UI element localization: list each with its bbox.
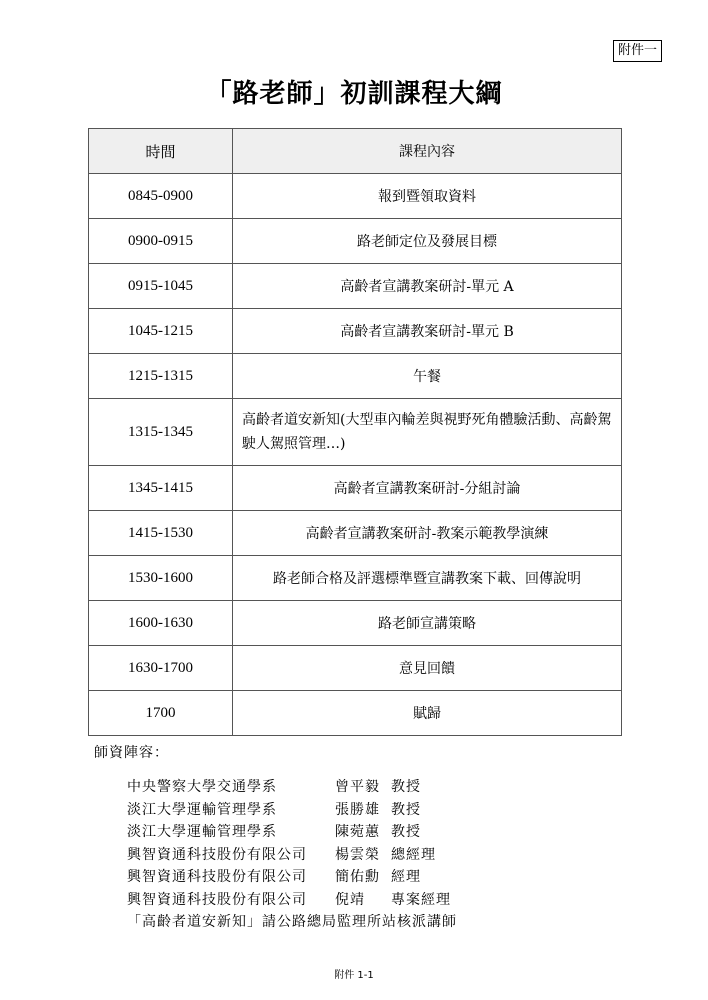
row-time: 1345-1415	[89, 466, 233, 511]
faculty-title: 教授	[391, 779, 421, 795]
row-time: 1630-1700	[89, 646, 233, 691]
faculty-item	[127, 844, 457, 867]
faculty-note: 「高齡者道安新知」請公路總局監理所站核派講師	[127, 914, 457, 930]
table-row	[89, 646, 622, 691]
table-header-row	[89, 129, 622, 174]
row-time: 0900-0915	[89, 219, 233, 264]
table-row	[89, 601, 622, 646]
row-time: 1415-1530	[89, 511, 233, 556]
attachment-label: 附件一	[613, 40, 662, 62]
table-row	[89, 466, 622, 511]
row-content: 路老師合格及評選標準暨宣講教案下載、回傳說明	[233, 556, 622, 601]
row-content: 高齡者宣講教案研討-教案示範教學演練	[233, 511, 622, 556]
row-content: 高齡者宣講教案研討-單元 A	[233, 264, 622, 309]
faculty-heading: 師資陣容：	[94, 745, 169, 761]
faculty-name: 曾平毅	[335, 779, 380, 795]
faculty-item	[127, 776, 457, 799]
table-row	[89, 219, 622, 264]
table-row	[89, 309, 622, 354]
faculty-name: 楊雲榮	[335, 846, 380, 863]
faculty-title: 教授	[391, 801, 421, 818]
row-content: 高齡者宣講教案研討-單元 B	[233, 309, 622, 354]
faculty-name: 陳菀蕙	[335, 824, 380, 840]
page-footer: 附件 1-1	[334, 970, 374, 981]
faculty-org: 中央警察大學交通學系	[127, 779, 277, 795]
row-content: 高齡者道安新知(大型車內輪差與視野死角體驗活動、高齡駕駛人駕照管理…)	[233, 399, 622, 466]
faculty-org: 興智資通科技股份有限公司	[127, 869, 307, 885]
header-time: 時間	[89, 129, 233, 174]
faculty-list	[127, 776, 457, 934]
table-row	[89, 399, 622, 466]
row-content: 報到暨領取資料	[233, 174, 622, 219]
row-time: 1315-1345	[89, 399, 233, 466]
document-title: 「路老師」初訓課程大綱	[205, 79, 503, 109]
faculty-title: 專案經理	[391, 891, 451, 908]
table-row	[89, 264, 622, 309]
row-time: 1600-1630	[89, 601, 233, 646]
faculty-org: 興智資通科技股份有限公司	[127, 891, 307, 908]
faculty-name: 倪靖	[335, 891, 365, 908]
faculty-name: 張勝雄	[335, 801, 380, 818]
row-time: 1045-1215	[89, 309, 233, 354]
faculty-title: 總經理	[391, 846, 436, 863]
faculty-item	[127, 866, 457, 889]
row-time: 0845-0900	[89, 174, 233, 219]
table-row	[89, 691, 622, 736]
row-content: 意見回饋	[233, 646, 622, 691]
row-content: 路老師宣講策略	[233, 601, 622, 646]
faculty-org: 淡江大學運輸管理學系	[127, 824, 277, 840]
faculty-name: 簡佑勳	[335, 869, 380, 885]
faculty-item	[127, 799, 457, 822]
table-row	[89, 174, 622, 219]
row-time: 1700	[89, 691, 233, 736]
table-row	[89, 511, 622, 556]
faculty-org: 淡江大學運輸管理學系	[127, 801, 277, 818]
faculty-title: 經理	[391, 869, 421, 885]
row-time: 1530-1600	[89, 556, 233, 601]
row-content: 路老師定位及發展目標	[233, 219, 622, 264]
row-time: 0915-1045	[89, 264, 233, 309]
table-row	[89, 354, 622, 399]
faculty-item	[127, 889, 457, 912]
faculty-title: 教授	[391, 824, 421, 840]
row-content: 午餐	[233, 354, 622, 399]
row-content: 賦歸	[233, 691, 622, 736]
faculty-org: 興智資通科技股份有限公司	[127, 846, 307, 863]
faculty-item	[127, 821, 457, 844]
course-schedule-table	[88, 128, 622, 736]
row-time: 1215-1315	[89, 354, 233, 399]
header-content: 課程內容	[233, 129, 622, 174]
row-content: 高齡者宣講教案研討-分組討論	[233, 466, 622, 511]
table-row	[89, 556, 622, 601]
